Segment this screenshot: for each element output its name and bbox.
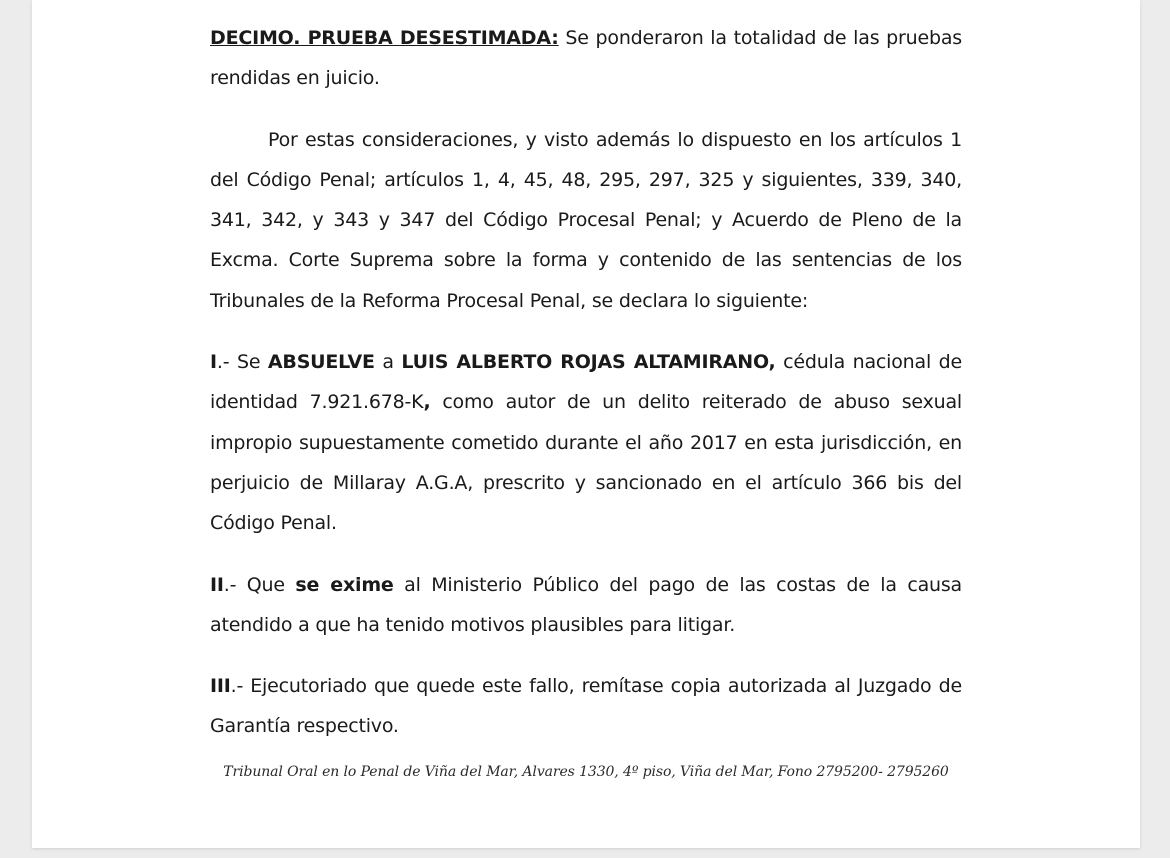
- bold-comma: ,: [423, 391, 431, 414]
- resolution-text: cédula nacional de identidad 7.921.678-K: [210, 351, 962, 414]
- paragraph-text: Se ponderaron la totalidad de las pruebas rendidas en juicio.: [210, 27, 962, 90]
- resolution-text: como autor de un delito reiterado de abuso sexual impropio supuestamente cometido durante el año 2017 en esta jurisdicción, en perjuicio de Millaray A.G.A, prescrito y sancionado en el artículo 366 bis del Código Penal.: [210, 391, 962, 535]
- roman-numeral: I: [210, 351, 217, 374]
- resolution-item-2: [210, 565, 962, 646]
- roman-numeral: II: [210, 573, 224, 596]
- resolution-item-3: [210, 666, 962, 747]
- paragraph-considerations: [210, 120, 962, 321]
- resolution-item-1: [210, 342, 962, 543]
- resolution-keyword: se exime: [295, 573, 394, 596]
- defendant-name: LUIS ALBERTO ROJAS ALTAMIRANO,: [401, 351, 776, 374]
- resolution-text: al Ministerio Público del pago de las costas de la causa atendido a que ha tenido motivos plausibles para litigar.: [210, 573, 962, 636]
- resolution-text: .- Se: [216, 351, 268, 374]
- roman-numeral: III: [210, 675, 231, 698]
- resolution-text: a: [374, 351, 402, 374]
- paragraph-text: Por estas consideraciones, y visto además lo dispuesto en los artículos 1 del Código Penal; artículos 1, 4, 45, 48, 295, 297, 325 y siguientes, 339, 340, 341, 342, y 343 y 347 del Código Procesal Penal; y Acuerdo de Pleno de la Excma. Corte Suprema sobre la forma y contenido de las sentencias de los Tribunales de la Reforma Procesal Penal, se declara lo siguiente:: [210, 128, 962, 312]
- document-page: [32, 0, 1140, 848]
- document-body: [210, 18, 962, 747]
- paragraph-decimo: [210, 18, 962, 99]
- section-heading: DECIMO. PRUEBA DESESTIMADA:: [210, 27, 559, 49]
- page-footer: Tribunal Oral en lo Penal de Viña del Mar, Alvares 1330, 4º piso, Viña del Mar, Fono 2795200- 2795260: [223, 764, 949, 780]
- resolution-text: .- Ejecutoriado que quede este fallo, remítase copia autorizada al Juzgado de Garantía respectivo.: [210, 675, 962, 738]
- resolution-text: .- Que: [223, 573, 296, 596]
- resolution-keyword: ABSUELVE: [267, 351, 375, 374]
